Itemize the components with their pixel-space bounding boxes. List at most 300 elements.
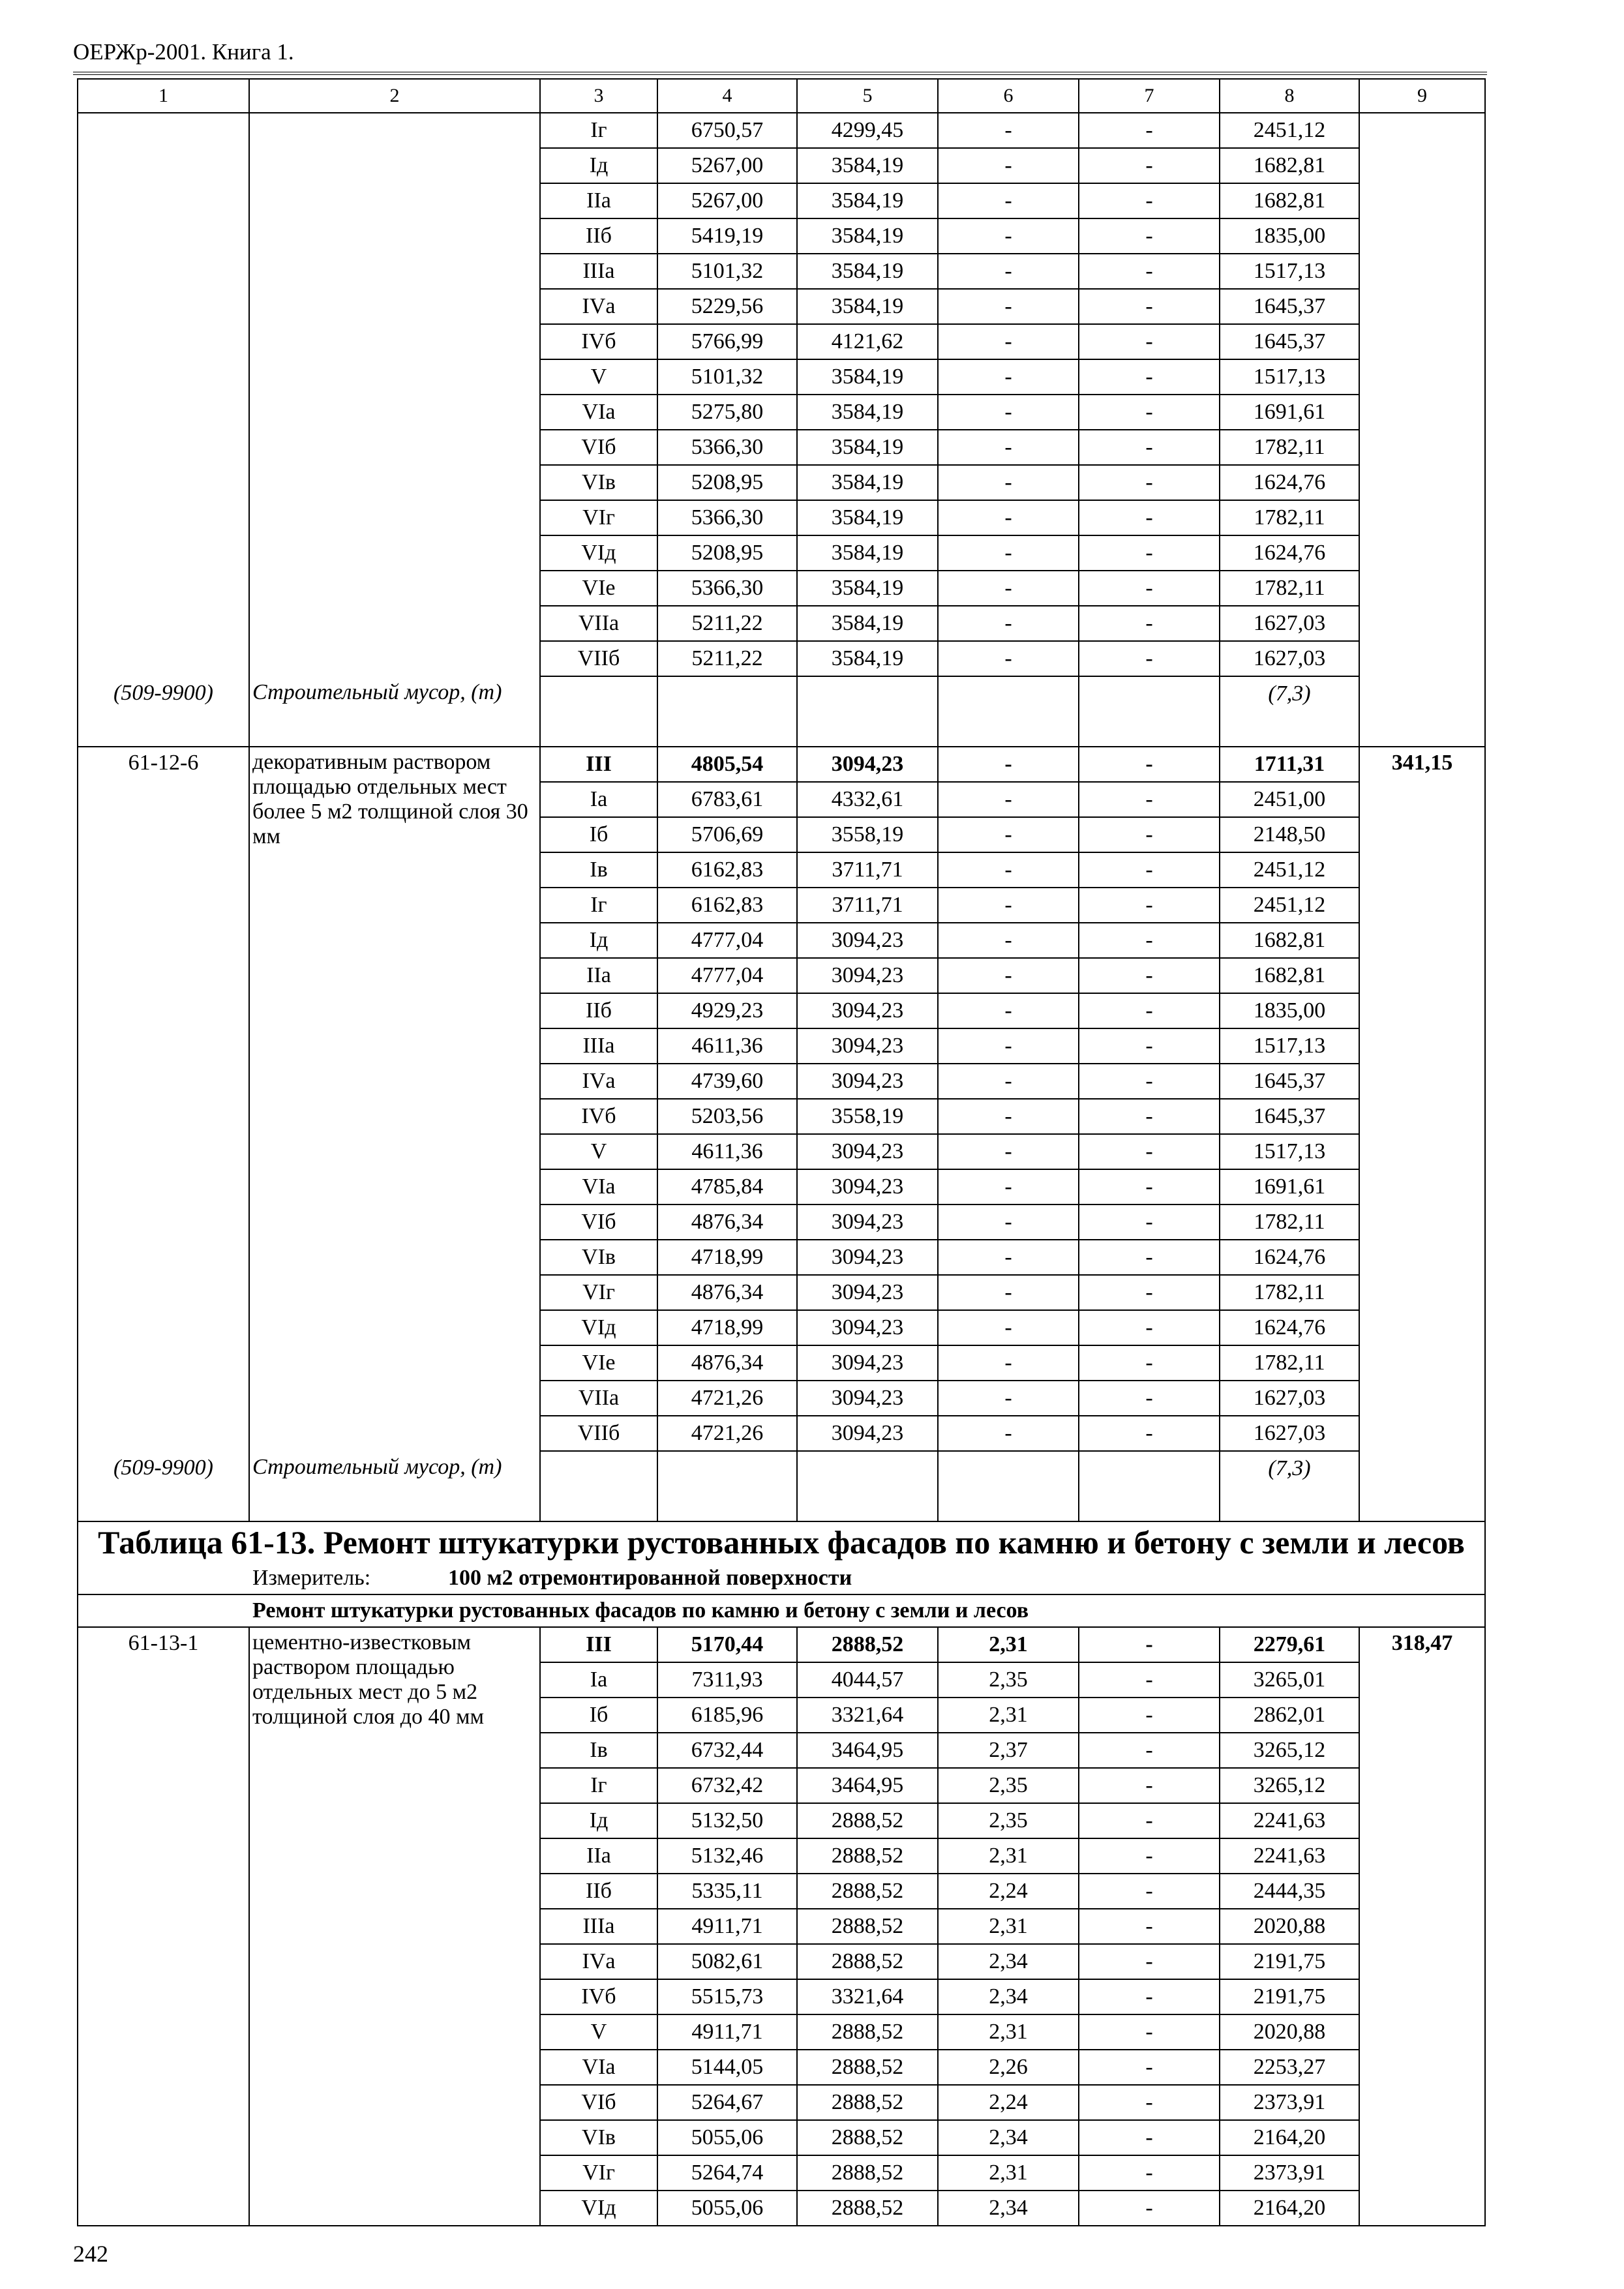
- wages-cell: 3584,19: [797, 606, 938, 641]
- machines-cell: -: [938, 359, 1079, 395]
- wages-cell: 3584,19: [797, 183, 938, 218]
- machines-cell: 2,31: [938, 1838, 1079, 1874]
- empty-cell: [938, 1451, 1079, 1521]
- machinists-wages-cell: -: [1079, 2155, 1220, 2191]
- machinists-wages-cell: -: [1079, 852, 1220, 888]
- total-cost-cell: 5366,30: [657, 571, 797, 606]
- zone-cell: VIб: [540, 1204, 657, 1240]
- zone-cell: VIIа: [540, 1381, 657, 1416]
- empty-cell: [540, 676, 657, 747]
- materials-cell: 1627,03: [1220, 1416, 1359, 1451]
- measure-cell: [78, 1563, 1485, 1594]
- total-cost-cell: 5208,95: [657, 535, 797, 571]
- wages-cell: 3584,19: [797, 465, 938, 500]
- zone-cell: III: [540, 747, 657, 782]
- machinists-wages-cell: -: [1079, 923, 1220, 958]
- machines-cell: -: [938, 289, 1079, 324]
- machines-cell: -: [938, 641, 1079, 676]
- rate-code-cell: [78, 747, 249, 1451]
- total-cost-cell: 4718,99: [657, 1240, 797, 1275]
- materials-cell: 2451,12: [1220, 888, 1359, 923]
- column-number: 5: [797, 79, 938, 113]
- machinists-wages-cell: -: [1079, 1874, 1220, 1909]
- wages-cell: 3094,23: [797, 1169, 938, 1204]
- total-cost-cell: 5055,06: [657, 2191, 797, 2226]
- wages-cell: 2888,52: [797, 2155, 938, 2191]
- total-cost-cell: 5275,80: [657, 395, 797, 430]
- wages-cell: 2888,52: [797, 2085, 938, 2120]
- labor-cost-cell: 318,47: [1359, 1627, 1485, 2226]
- rate-description: декоративным раствором площадью отдельных мест более 5 м2 толщиной слоя 30 мм: [252, 750, 528, 848]
- machines-cell: -: [938, 500, 1079, 535]
- total-cost-cell: 4611,36: [657, 1134, 797, 1169]
- rates-table-wrapper: [77, 78, 1484, 2226]
- wages-cell: 2888,52: [797, 1944, 938, 1979]
- materials-cell: 1517,13: [1220, 1028, 1359, 1064]
- wages-cell: 4044,57: [797, 1662, 938, 1698]
- total-cost-cell: 5170,44: [657, 1627, 797, 1662]
- materials-cell: 1782,11: [1220, 1345, 1359, 1381]
- total-cost-cell: 5366,30: [657, 430, 797, 465]
- materials-cell: 1782,11: [1220, 500, 1359, 535]
- total-cost-cell: 5335,11: [657, 1874, 797, 1909]
- measure-row: [78, 1563, 1485, 1594]
- wages-cell: 3094,23: [797, 958, 938, 993]
- measure-value: 100 м2 отремонтированной поверхности: [448, 1566, 852, 1590]
- materials-cell: 1624,76: [1220, 1240, 1359, 1275]
- machines-cell: 2,31: [938, 1627, 1079, 1662]
- zone-cell: IIб: [540, 993, 657, 1028]
- zone-cell: Iа: [540, 782, 657, 817]
- rates-table: [77, 78, 1486, 2226]
- total-cost-cell: 5144,05: [657, 2050, 797, 2085]
- wages-cell: 3464,95: [797, 1768, 938, 1803]
- machinists-wages-cell: -: [1079, 1662, 1220, 1698]
- materials-cell: 1682,81: [1220, 923, 1359, 958]
- zone-cell: IVа: [540, 289, 657, 324]
- zone-cell: Iг: [540, 888, 657, 923]
- total-cost-cell: 5101,32: [657, 254, 797, 289]
- zone-cell: IIа: [540, 1838, 657, 1874]
- zone-cell: V: [540, 2014, 657, 2050]
- total-cost-cell: 5132,46: [657, 1838, 797, 1874]
- zone-cell: Iг: [540, 1768, 657, 1803]
- materials-cell: 2164,20: [1220, 2191, 1359, 2226]
- machinists-wages-cell: -: [1079, 2014, 1220, 2050]
- wages-cell: 3584,19: [797, 359, 938, 395]
- machines-cell: 2,35: [938, 1803, 1079, 1838]
- page-header: ОЕРЖр-2001. Книга 1.: [73, 39, 294, 65]
- total-cost-cell: 6162,83: [657, 852, 797, 888]
- materials-cell: 3265,12: [1220, 1768, 1359, 1803]
- materials-cell: 1691,61: [1220, 395, 1359, 430]
- machines-cell: -: [938, 923, 1079, 958]
- wages-cell: 3584,19: [797, 218, 938, 254]
- machinists-wages-cell: -: [1079, 1134, 1220, 1169]
- machines-cell: -: [938, 606, 1079, 641]
- materials-cell: 2373,91: [1220, 2085, 1359, 2120]
- rate-code-cell: [78, 1627, 249, 2226]
- table-title: Таблица 61-13. Ремонт штукатурки рустованных фасадов по камню и бетону с земли и лесов: [78, 1521, 1485, 1563]
- column-number: 2: [249, 79, 540, 113]
- machinists-wages-cell: -: [1079, 359, 1220, 395]
- materials-cell: 3265,01: [1220, 1662, 1359, 1698]
- machines-cell: -: [938, 888, 1079, 923]
- materials-cell: 2148,50: [1220, 817, 1359, 852]
- machinists-wages-cell: -: [1079, 1416, 1220, 1451]
- wages-cell: 3584,19: [797, 395, 938, 430]
- materials-cell: 1645,37: [1220, 1064, 1359, 1099]
- machinists-wages-cell: -: [1079, 395, 1220, 430]
- total-cost-cell: 5208,95: [657, 465, 797, 500]
- materials-cell: 1682,81: [1220, 958, 1359, 993]
- machinists-wages-cell: -: [1079, 2191, 1220, 2226]
- zone-cell: VIг: [540, 2155, 657, 2191]
- machines-cell: -: [938, 1310, 1079, 1345]
- total-cost-cell: 5055,06: [657, 2120, 797, 2155]
- machinists-wages-cell: -: [1079, 641, 1220, 676]
- wages-cell: 4121,62: [797, 324, 938, 359]
- zone-cell: IVб: [540, 324, 657, 359]
- zone-cell: VIа: [540, 1169, 657, 1204]
- waste-value: (7,3): [1220, 1451, 1359, 1521]
- total-cost-cell: 4777,04: [657, 958, 797, 993]
- total-cost-cell: 6732,44: [657, 1733, 797, 1768]
- empty-cell: [797, 1451, 938, 1521]
- total-cost-cell: 7311,93: [657, 1662, 797, 1698]
- machinists-wages-cell: -: [1079, 1381, 1220, 1416]
- materials-cell: 2373,91: [1220, 2155, 1359, 2191]
- machinists-wages-cell: -: [1079, 1310, 1220, 1345]
- zone-cell: VIIб: [540, 641, 657, 676]
- wages-cell: 3094,23: [797, 1310, 938, 1345]
- total-cost-cell: 4876,34: [657, 1345, 797, 1381]
- page-number: 242: [73, 2241, 108, 2267]
- materials-cell: 2444,35: [1220, 1874, 1359, 1909]
- total-cost-cell: 6783,61: [657, 782, 797, 817]
- materials-cell: 2191,75: [1220, 1979, 1359, 2014]
- machines-cell: -: [938, 395, 1079, 430]
- zone-cell: Iа: [540, 1662, 657, 1698]
- empty-cell: [657, 1451, 797, 1521]
- zone-cell: IIIа: [540, 1909, 657, 1944]
- materials-cell: 2020,88: [1220, 2014, 1359, 2050]
- machines-cell: 2,24: [938, 2085, 1079, 2120]
- machines-cell: -: [938, 1134, 1079, 1169]
- empty-cell: [938, 676, 1079, 747]
- materials-cell: 1645,37: [1220, 1099, 1359, 1134]
- total-cost-cell: 5264,74: [657, 2155, 797, 2191]
- machinists-wages-cell: -: [1079, 1169, 1220, 1204]
- wages-cell: 3584,19: [797, 535, 938, 571]
- zone-cell: VIд: [540, 535, 657, 571]
- total-cost-cell: 5267,00: [657, 148, 797, 183]
- total-cost-cell: 4876,34: [657, 1204, 797, 1240]
- zone-cell: Iб: [540, 817, 657, 852]
- zone-cell: IVб: [540, 1979, 657, 2014]
- total-cost-cell: 5229,56: [657, 289, 797, 324]
- zone-cell: VIа: [540, 395, 657, 430]
- materials-cell: 2862,01: [1220, 1698, 1359, 1733]
- labor-cost-cell: 341,15: [1359, 747, 1485, 1521]
- total-cost-cell: 4911,71: [657, 2014, 797, 2050]
- machinists-wages-cell: -: [1079, 289, 1220, 324]
- machines-cell: -: [938, 148, 1079, 183]
- empty-cell: [540, 1451, 657, 1521]
- wages-cell: 2888,52: [797, 2191, 938, 2226]
- zone-cell: IIIа: [540, 1028, 657, 1064]
- wages-cell: 3584,19: [797, 500, 938, 535]
- wages-cell: 2888,52: [797, 2050, 938, 2085]
- zone-cell: Iб: [540, 1698, 657, 1733]
- total-cost-cell: 4718,99: [657, 1310, 797, 1345]
- rate-description: цементно-известковым раствором площадью отдельных мест до 5 м2 толщиной слоя до 40 мм: [252, 1630, 485, 1729]
- wages-cell: 3558,19: [797, 817, 938, 852]
- total-cost-cell: 4611,36: [657, 1028, 797, 1064]
- machinists-wages-cell: -: [1079, 1909, 1220, 1944]
- machinists-wages-cell: -: [1079, 113, 1220, 148]
- rate-description-cell: [249, 113, 540, 676]
- materials-cell: 1645,37: [1220, 324, 1359, 359]
- wages-cell: 2888,52: [797, 1874, 938, 1909]
- total-cost-cell: 4777,04: [657, 923, 797, 958]
- materials-cell: 2451,12: [1220, 113, 1359, 148]
- zone-cell: IIа: [540, 183, 657, 218]
- machinists-wages-cell: -: [1079, 782, 1220, 817]
- rate-description-cell: [249, 1627, 540, 2226]
- zone-cell: IIб: [540, 1874, 657, 1909]
- zone-cell: VIг: [540, 1275, 657, 1310]
- total-cost-cell: 4876,34: [657, 1275, 797, 1310]
- waste-row: [78, 676, 1485, 747]
- machines-cell: -: [938, 1169, 1079, 1204]
- machinists-wages-cell: -: [1079, 535, 1220, 571]
- machines-cell: -: [938, 1240, 1079, 1275]
- machinists-wages-cell: -: [1079, 465, 1220, 500]
- machines-cell: 2,31: [938, 1698, 1079, 1733]
- zone-cell: V: [540, 359, 657, 395]
- machinists-wages-cell: -: [1079, 2050, 1220, 2085]
- wages-cell: 3094,23: [797, 1345, 938, 1381]
- materials-cell: 2241,63: [1220, 1838, 1359, 1874]
- total-cost-cell: 4911,71: [657, 1909, 797, 1944]
- machines-cell: -: [938, 747, 1079, 782]
- wages-cell: 3094,23: [797, 1028, 938, 1064]
- materials-cell: 1517,13: [1220, 1134, 1359, 1169]
- zone-cell: VIд: [540, 1310, 657, 1345]
- machines-cell: -: [938, 1099, 1079, 1134]
- waste-row: [78, 1451, 1485, 1521]
- machines-cell: 2,34: [938, 1979, 1079, 2014]
- total-cost-cell: 5203,56: [657, 1099, 797, 1134]
- zone-cell: IIа: [540, 958, 657, 993]
- empty-cell: [1079, 1451, 1220, 1521]
- machinists-wages-cell: -: [1079, 2085, 1220, 2120]
- materials-cell: 1624,76: [1220, 465, 1359, 500]
- machinists-wages-cell: -: [1079, 324, 1220, 359]
- zone-cell: VIв: [540, 1240, 657, 1275]
- machines-cell: -: [938, 1381, 1079, 1416]
- zone-cell: VIIа: [540, 606, 657, 641]
- wages-cell: 3094,23: [797, 1275, 938, 1310]
- total-cost-cell: 5211,22: [657, 641, 797, 676]
- materials-cell: 1835,00: [1220, 993, 1359, 1028]
- machinists-wages-cell: -: [1079, 1099, 1220, 1134]
- machines-cell: -: [938, 817, 1079, 852]
- machinists-wages-cell: -: [1079, 183, 1220, 218]
- materials-cell: 1782,11: [1220, 1275, 1359, 1310]
- materials-cell: 1782,11: [1220, 571, 1359, 606]
- zone-cell: VIв: [540, 465, 657, 500]
- machines-cell: 2,35: [938, 1662, 1079, 1698]
- total-cost-cell: 5419,19: [657, 218, 797, 254]
- total-cost-cell: 5211,22: [657, 606, 797, 641]
- section-title-row: [78, 1594, 1485, 1627]
- machines-cell: 2,24: [938, 1874, 1079, 1909]
- machinists-wages-cell: -: [1079, 430, 1220, 465]
- machinists-wages-cell: -: [1079, 1028, 1220, 1064]
- materials-cell: 1627,03: [1220, 641, 1359, 676]
- rate-code: 61-12-6: [128, 751, 199, 775]
- wages-cell: 3321,64: [797, 1698, 938, 1733]
- materials-cell: 1682,81: [1220, 183, 1359, 218]
- wages-cell: 3584,19: [797, 641, 938, 676]
- machinists-wages-cell: -: [1079, 606, 1220, 641]
- materials-cell: 1682,81: [1220, 148, 1359, 183]
- table-title-row: [78, 1521, 1485, 1563]
- waste-name: Строительный мусор, (т): [249, 1451, 540, 1521]
- wages-cell: 3094,23: [797, 993, 938, 1028]
- machines-cell: -: [938, 465, 1079, 500]
- total-cost-cell: 6162,83: [657, 888, 797, 923]
- column-number: 4: [657, 79, 797, 113]
- machinists-wages-cell: -: [1079, 148, 1220, 183]
- wages-cell: 3094,23: [797, 1381, 938, 1416]
- machinists-wages-cell: -: [1079, 2120, 1220, 2155]
- materials-cell: 2253,27: [1220, 2050, 1359, 2085]
- empty-cell: [1079, 676, 1220, 747]
- machinists-wages-cell: -: [1079, 1698, 1220, 1733]
- wages-cell: 3584,19: [797, 254, 938, 289]
- machinists-wages-cell: -: [1079, 1944, 1220, 1979]
- zone-cell: VIе: [540, 1345, 657, 1381]
- materials-cell: 2451,12: [1220, 852, 1359, 888]
- machines-cell: 2,31: [938, 1909, 1079, 1944]
- materials-cell: 1691,61: [1220, 1169, 1359, 1204]
- wages-cell: 2888,52: [797, 1909, 938, 1944]
- zone-cell: IIIа: [540, 254, 657, 289]
- machines-cell: -: [938, 993, 1079, 1028]
- machinists-wages-cell: -: [1079, 1240, 1220, 1275]
- wages-cell: 3094,23: [797, 1134, 938, 1169]
- machinists-wages-cell: -: [1079, 571, 1220, 606]
- total-cost-cell: 5132,50: [657, 1803, 797, 1838]
- total-cost-cell: 5264,67: [657, 2085, 797, 2120]
- machines-cell: -: [938, 113, 1079, 148]
- column-number-row: [78, 79, 1485, 113]
- empty-cell: [797, 676, 938, 747]
- wages-cell: 3094,23: [797, 1204, 938, 1240]
- total-cost-cell: 5267,00: [657, 183, 797, 218]
- zone-cell: VIв: [540, 2120, 657, 2155]
- column-number: 9: [1359, 79, 1485, 113]
- zone-cell: Iв: [540, 1733, 657, 1768]
- zone-cell: Iд: [540, 923, 657, 958]
- zone-cell: IVа: [540, 1064, 657, 1099]
- total-cost-cell: 4805,54: [657, 747, 797, 782]
- machinists-wages-cell: -: [1079, 1979, 1220, 2014]
- wages-cell: 4332,61: [797, 782, 938, 817]
- zone-cell: Iв: [540, 852, 657, 888]
- materials-cell: 1517,13: [1220, 359, 1359, 395]
- materials-cell: 1624,76: [1220, 535, 1359, 571]
- machines-cell: 2,34: [938, 1944, 1079, 1979]
- table-row: [78, 1627, 1485, 1662]
- zone-cell: Iд: [540, 1803, 657, 1838]
- materials-cell: 1517,13: [1220, 254, 1359, 289]
- machines-cell: 2,26: [938, 2050, 1079, 2085]
- materials-cell: 1711,31: [1220, 747, 1359, 782]
- machines-cell: -: [938, 1064, 1079, 1099]
- machines-cell: -: [938, 1345, 1079, 1381]
- measure-label: Измеритель:: [252, 1566, 371, 1590]
- machinists-wages-cell: -: [1079, 958, 1220, 993]
- zone-cell: VIд: [540, 2191, 657, 2226]
- waste-name: Строительный мусор, (т): [249, 676, 540, 747]
- zone-cell: VIб: [540, 430, 657, 465]
- materials-cell: 2279,61: [1220, 1627, 1359, 1662]
- zone-cell: IVа: [540, 1944, 657, 1979]
- machines-cell: -: [938, 430, 1079, 465]
- labor-cost-cell: [1359, 113, 1485, 747]
- total-cost-cell: 4929,23: [657, 993, 797, 1028]
- table-row: [78, 113, 1485, 148]
- materials-cell: 3265,12: [1220, 1733, 1359, 1768]
- machines-cell: 2,34: [938, 2120, 1079, 2155]
- wages-cell: 3711,71: [797, 888, 938, 923]
- materials-cell: 1782,11: [1220, 430, 1359, 465]
- wages-cell: 2888,52: [797, 2120, 938, 2155]
- empty-cell: [657, 676, 797, 747]
- machinists-wages-cell: -: [1079, 817, 1220, 852]
- wages-cell: 2888,52: [797, 2014, 938, 2050]
- total-cost-cell: 5082,61: [657, 1944, 797, 1979]
- wages-cell: 3094,23: [797, 923, 938, 958]
- machinists-wages-cell: -: [1079, 218, 1220, 254]
- machines-cell: -: [938, 852, 1079, 888]
- machines-cell: -: [938, 571, 1079, 606]
- wages-cell: 2888,52: [797, 1838, 938, 1874]
- column-number: 7: [1079, 79, 1220, 113]
- machinists-wages-cell: -: [1079, 1733, 1220, 1768]
- machines-cell: 2,37: [938, 1733, 1079, 1768]
- column-number: 3: [540, 79, 657, 113]
- total-cost-cell: 6750,57: [657, 113, 797, 148]
- wages-cell: 3584,19: [797, 289, 938, 324]
- zone-cell: VIг: [540, 500, 657, 535]
- machinists-wages-cell: -: [1079, 254, 1220, 289]
- materials-cell: 1627,03: [1220, 1381, 1359, 1416]
- zone-cell: VIе: [540, 571, 657, 606]
- zone-cell: III: [540, 1627, 657, 1662]
- machinists-wages-cell: -: [1079, 1838, 1220, 1874]
- zone-cell: IIб: [540, 218, 657, 254]
- wages-cell: 3584,19: [797, 430, 938, 465]
- total-cost-cell: 5366,30: [657, 500, 797, 535]
- wages-cell: 3464,95: [797, 1733, 938, 1768]
- materials-cell: 1645,37: [1220, 289, 1359, 324]
- machinists-wages-cell: -: [1079, 888, 1220, 923]
